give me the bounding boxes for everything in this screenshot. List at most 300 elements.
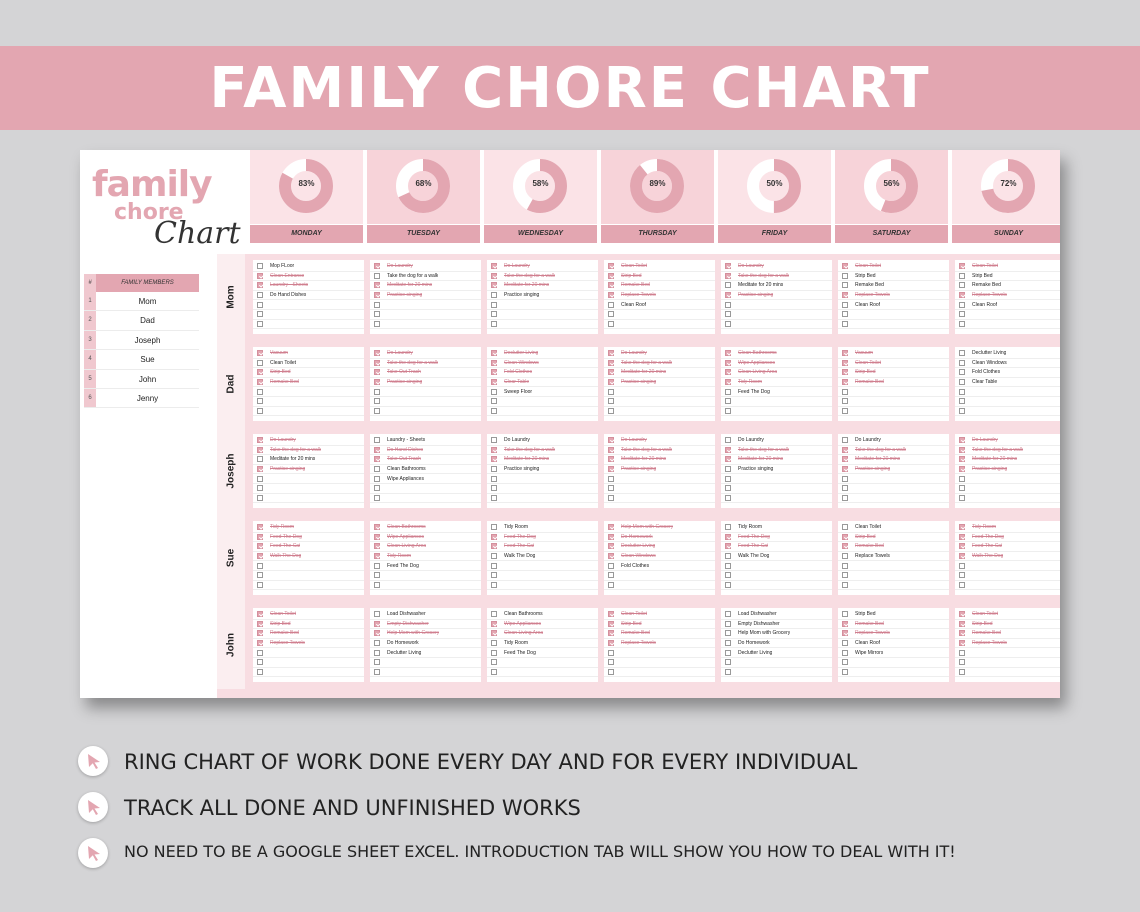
task-checkbox[interactable] [959, 495, 965, 501]
task-checkbox[interactable] [842, 543, 848, 549]
task-checkbox[interactable] [959, 572, 965, 578]
task-row [253, 436, 364, 446]
task-checkbox[interactable] [374, 630, 380, 636]
task-checkbox[interactable] [608, 389, 614, 395]
chore-spreadsheet [80, 150, 1060, 698]
task-row [838, 281, 949, 291]
task-label: Clean Roof [855, 640, 881, 647]
task-row [721, 639, 832, 649]
task-checkbox[interactable] [374, 524, 380, 530]
task-row [253, 668, 364, 678]
task-checkbox[interactable] [725, 321, 731, 327]
task-checkbox[interactable] [491, 369, 497, 375]
task-checkbox[interactable] [608, 456, 614, 462]
task-row [370, 349, 481, 359]
task-checkbox[interactable] [374, 437, 380, 443]
task-checkbox[interactable] [725, 621, 731, 627]
task-checkbox[interactable] [842, 379, 848, 385]
task-checkbox[interactable] [842, 563, 848, 569]
task-checkbox[interactable] [842, 621, 848, 627]
task-checkbox[interactable] [374, 650, 380, 656]
task-row [604, 310, 715, 320]
task-row [604, 620, 715, 630]
task-checkbox[interactable] [959, 485, 965, 491]
task-checkbox[interactable] [491, 659, 497, 665]
task-checkbox[interactable] [374, 659, 380, 665]
task-checkbox[interactable] [491, 640, 497, 646]
task-checkbox[interactable] [608, 408, 614, 414]
task-checkbox[interactable] [608, 350, 614, 356]
task-checkbox[interactable] [842, 485, 848, 491]
task-checkbox[interactable] [608, 534, 614, 540]
task-checkbox[interactable] [608, 650, 614, 656]
task-checkbox[interactable] [959, 379, 965, 385]
pointer-badge [78, 792, 108, 822]
task-checkbox[interactable] [491, 350, 497, 356]
task-checkbox[interactable] [491, 553, 497, 559]
task-checkbox[interactable] [374, 476, 380, 482]
task-checkbox[interactable] [959, 563, 965, 569]
task-checkbox[interactable] [374, 611, 380, 617]
task-checkbox[interactable] [257, 350, 263, 356]
task-checkbox[interactable] [257, 389, 263, 395]
task-checkbox[interactable] [608, 543, 614, 549]
task-checkbox[interactable] [959, 282, 965, 288]
task-checkbox[interactable] [959, 621, 965, 627]
task-checkbox[interactable] [608, 659, 614, 665]
task-checkbox[interactable] [608, 379, 614, 385]
task-checkbox[interactable] [374, 311, 380, 317]
task-checkbox[interactable] [959, 292, 965, 298]
task-checkbox[interactable] [608, 524, 614, 530]
task-checkbox[interactable] [725, 563, 731, 569]
task-checkbox[interactable] [959, 466, 965, 472]
task-checkbox[interactable] [608, 485, 614, 491]
task-checkbox[interactable] [374, 563, 380, 569]
task-checkbox[interactable] [491, 408, 497, 414]
task-checkbox[interactable] [491, 292, 497, 298]
task-checkbox[interactable] [257, 447, 263, 453]
task-checkbox[interactable] [374, 369, 380, 375]
task-checkbox[interactable] [608, 466, 614, 472]
task-checkbox[interactable] [725, 302, 731, 308]
task-checkbox[interactable] [491, 273, 497, 279]
task-row [838, 542, 949, 552]
task-row [253, 465, 364, 475]
task-checkbox[interactable] [491, 302, 497, 308]
task-checkbox[interactable] [842, 369, 848, 375]
task-checkbox[interactable] [959, 437, 965, 443]
task-checkbox[interactable] [257, 485, 263, 491]
task-checkbox[interactable] [842, 669, 848, 675]
task-checkbox[interactable] [842, 282, 848, 288]
task-checkbox[interactable] [608, 437, 614, 443]
task-checkbox[interactable] [608, 273, 614, 279]
task-checkbox[interactable] [491, 621, 497, 627]
task-row [253, 552, 364, 562]
task-checkbox[interactable] [608, 611, 614, 617]
task-checkbox[interactable] [725, 572, 731, 578]
task-checkbox[interactable] [842, 659, 848, 665]
task-checkbox[interactable] [959, 273, 965, 279]
task-checkbox[interactable] [725, 485, 731, 491]
task-checkbox[interactable] [491, 311, 497, 317]
task-checkbox[interactable] [491, 543, 497, 549]
task-checkbox[interactable] [959, 369, 965, 375]
task-checkbox[interactable] [725, 611, 731, 617]
task-checkbox[interactable] [608, 495, 614, 501]
task-row [955, 368, 1060, 378]
task-checkbox[interactable] [257, 630, 263, 636]
task-checkbox[interactable] [959, 360, 965, 366]
task-label: Take the dog for a walk [387, 272, 439, 279]
task-row [253, 359, 364, 369]
task-checkbox[interactable] [257, 360, 263, 366]
task-checkbox[interactable] [842, 611, 848, 617]
task-checkbox[interactable] [959, 524, 965, 530]
task-checkbox[interactable] [491, 389, 497, 395]
task-checkbox[interactable] [374, 466, 380, 472]
task-checkbox[interactable] [257, 621, 263, 627]
task-checkbox[interactable] [257, 466, 263, 472]
task-checkbox[interactable] [842, 524, 848, 530]
task-checkbox[interactable] [257, 263, 263, 269]
task-checkbox[interactable] [608, 476, 614, 482]
member-number: 4 [84, 350, 96, 368]
task-checkbox[interactable] [491, 466, 497, 472]
task-checkbox[interactable] [842, 360, 848, 366]
task-checkbox[interactable] [491, 282, 497, 288]
task-checkbox[interactable] [959, 630, 965, 636]
task-checkbox[interactable] [257, 553, 263, 559]
task-checkbox[interactable] [374, 360, 380, 366]
task-checkbox[interactable] [842, 292, 848, 298]
task-checkbox[interactable] [725, 476, 731, 482]
person-name: Sue [225, 548, 237, 568]
task-checkbox[interactable] [959, 553, 965, 559]
task-checkbox[interactable] [257, 273, 263, 279]
task-checkbox[interactable] [725, 437, 731, 443]
task-label: Remake Bed [855, 543, 884, 550]
pointer-badge [78, 746, 108, 776]
task-checkbox[interactable] [257, 476, 263, 482]
task-checkbox[interactable] [959, 447, 965, 453]
task-checkbox[interactable] [608, 621, 614, 627]
task-checkbox[interactable] [374, 621, 380, 627]
task-checkbox[interactable] [491, 398, 497, 404]
task-checkbox[interactable] [959, 543, 965, 549]
task-checkbox[interactable] [374, 456, 380, 462]
task-label: Practice singing [504, 466, 540, 473]
task-checkbox[interactable] [491, 582, 497, 588]
task-checkbox[interactable] [374, 389, 380, 395]
task-checkbox[interactable] [257, 543, 263, 549]
task-checkbox[interactable] [257, 495, 263, 501]
logo-text-chore: chore [114, 200, 184, 225]
task-label: Strip Bed [621, 620, 642, 627]
task-checkbox[interactable] [257, 282, 263, 288]
task-checkbox[interactable] [959, 640, 965, 646]
task-checkbox[interactable] [725, 311, 731, 317]
task-checkbox[interactable] [608, 630, 614, 636]
task-checkbox[interactable] [491, 524, 497, 530]
task-checkbox[interactable] [374, 282, 380, 288]
task-checkbox[interactable] [959, 476, 965, 482]
task-label: Feed The Dog [270, 533, 302, 540]
task-checkbox[interactable] [374, 302, 380, 308]
task-label: Clean Living Area [387, 543, 427, 550]
task-row [487, 533, 598, 543]
task-checkbox[interactable] [374, 263, 380, 269]
task-checkbox[interactable] [842, 466, 848, 472]
task-checkbox[interactable] [725, 389, 731, 395]
task-checkbox[interactable] [725, 543, 731, 549]
task-checkbox[interactable] [725, 263, 731, 269]
task-checkbox[interactable] [725, 369, 731, 375]
task-checkbox[interactable] [608, 321, 614, 327]
task-checkbox[interactable] [374, 321, 380, 327]
task-checkbox[interactable] [374, 543, 380, 549]
task-checkbox[interactable] [491, 534, 497, 540]
task-checkbox[interactable] [842, 398, 848, 404]
task-checkbox[interactable] [959, 582, 965, 588]
task-row [838, 300, 949, 310]
task-checkbox[interactable] [842, 630, 848, 636]
task-checkbox[interactable] [257, 379, 263, 385]
task-checkbox[interactable] [725, 640, 731, 646]
task-checkbox[interactable] [491, 563, 497, 569]
task-checkbox[interactable] [725, 456, 731, 462]
task-row [487, 629, 598, 639]
task-checkbox[interactable] [608, 263, 614, 269]
task-checkbox[interactable] [374, 398, 380, 404]
task-checkbox[interactable] [842, 311, 848, 317]
task-checkbox[interactable] [959, 611, 965, 617]
task-checkbox[interactable] [374, 640, 380, 646]
task-checkbox[interactable] [374, 534, 380, 540]
task-row [955, 436, 1060, 446]
task-label: Help Mom with Grocery [738, 630, 791, 637]
task-label: Clean Living Area [504, 630, 544, 637]
task-checkbox[interactable] [257, 572, 263, 578]
task-checkbox[interactable] [842, 476, 848, 482]
task-checkbox[interactable] [959, 302, 965, 308]
task-checkbox[interactable] [725, 466, 731, 472]
task-checkbox[interactable] [491, 669, 497, 675]
task-checkbox[interactable] [725, 582, 731, 588]
task-checkbox[interactable] [608, 640, 614, 646]
task-checkbox[interactable] [491, 456, 497, 462]
task-checkbox[interactable] [725, 360, 731, 366]
task-checkbox[interactable] [608, 553, 614, 559]
task-checkbox[interactable] [959, 534, 965, 540]
task-checkbox[interactable] [959, 263, 965, 269]
task-checkbox[interactable] [257, 292, 263, 298]
task-checkbox[interactable] [959, 456, 965, 462]
task-checkbox[interactable] [374, 669, 380, 675]
task-checkbox[interactable] [725, 350, 731, 356]
task-checkbox[interactable] [725, 408, 731, 414]
task-checkbox[interactable] [725, 447, 731, 453]
task-checkbox[interactable] [959, 321, 965, 327]
task-checkbox[interactable] [491, 495, 497, 501]
task-checkbox[interactable] [257, 659, 263, 665]
task-label: Meditate for 20 mins [504, 282, 550, 289]
task-checkbox[interactable] [842, 495, 848, 501]
task-checkbox[interactable] [374, 485, 380, 491]
task-cell [955, 521, 1060, 595]
task-checkbox[interactable] [374, 292, 380, 298]
task-checkbox[interactable] [725, 669, 731, 675]
task-checkbox[interactable] [257, 611, 263, 617]
task-label: Remake Bed [855, 379, 884, 386]
task-checkbox[interactable] [725, 495, 731, 501]
task-checkbox[interactable] [608, 582, 614, 588]
task-row [604, 349, 715, 359]
task-checkbox[interactable] [257, 369, 263, 375]
task-checkbox[interactable] [608, 369, 614, 375]
task-checkbox[interactable] [959, 398, 965, 404]
task-row [370, 494, 481, 504]
task-checkbox[interactable] [842, 263, 848, 269]
task-checkbox[interactable] [725, 650, 731, 656]
task-label: Empty Dishwasher [738, 620, 780, 627]
task-checkbox[interactable] [491, 447, 497, 453]
task-checkbox[interactable] [257, 321, 263, 327]
task-checkbox[interactable] [959, 311, 965, 317]
task-checkbox[interactable] [725, 398, 731, 404]
task-checkbox[interactable] [842, 437, 848, 443]
task-row [487, 484, 598, 494]
task-checkbox[interactable] [257, 563, 263, 569]
task-checkbox[interactable] [374, 447, 380, 453]
task-checkbox[interactable] [725, 534, 731, 540]
task-checkbox[interactable] [257, 408, 263, 414]
task-checkbox[interactable] [491, 321, 497, 327]
task-checkbox[interactable] [257, 398, 263, 404]
task-checkbox[interactable] [608, 447, 614, 453]
task-checkbox[interactable] [725, 659, 731, 665]
task-checkbox[interactable] [491, 263, 497, 269]
task-checkbox[interactable] [257, 640, 263, 646]
task-checkbox[interactable] [374, 408, 380, 414]
task-checkbox[interactable] [842, 534, 848, 540]
task-row [487, 610, 598, 620]
task-checkbox[interactable] [374, 495, 380, 501]
task-checkbox[interactable] [374, 350, 380, 356]
task-checkbox[interactable] [959, 659, 965, 665]
task-checkbox[interactable] [491, 360, 497, 366]
task-checkbox[interactable] [842, 582, 848, 588]
task-checkbox[interactable] [725, 553, 731, 559]
task-checkbox[interactable] [842, 456, 848, 462]
task-checkbox[interactable] [257, 650, 263, 656]
task-checkbox[interactable] [608, 282, 614, 288]
family-members-table [84, 274, 199, 408]
task-checkbox[interactable] [959, 669, 965, 675]
task-checkbox[interactable] [608, 398, 614, 404]
task-checkbox[interactable] [608, 360, 614, 366]
task-label: Take the dog for a walk [855, 446, 907, 453]
task-checkbox[interactable] [725, 282, 731, 288]
task-checkbox[interactable] [257, 669, 263, 675]
task-label: Meditate for 20 mins [738, 456, 784, 463]
task-checkbox[interactable] [257, 302, 263, 308]
task-checkbox[interactable] [257, 437, 263, 443]
task-checkbox[interactable] [842, 273, 848, 279]
task-checkbox[interactable] [257, 524, 263, 530]
task-label: Feed The Dog [738, 533, 770, 540]
task-checkbox[interactable] [842, 408, 848, 414]
task-checkbox[interactable] [374, 582, 380, 588]
task-label: Clean Roof [972, 301, 998, 308]
task-checkbox[interactable] [608, 292, 614, 298]
task-checkbox[interactable] [491, 572, 497, 578]
task-label: Take the dog for a walk [504, 446, 556, 453]
task-checkbox[interactable] [959, 650, 965, 656]
task-checkbox[interactable] [491, 650, 497, 656]
task-checkbox[interactable] [608, 572, 614, 578]
task-checkbox[interactable] [491, 611, 497, 617]
task-label: Declutter Living [738, 649, 773, 656]
task-checkbox[interactable] [257, 534, 263, 540]
task-row [487, 368, 598, 378]
task-checkbox[interactable] [257, 582, 263, 588]
task-checkbox[interactable] [842, 350, 848, 356]
task-checkbox[interactable] [491, 630, 497, 636]
member-row [84, 370, 199, 389]
task-checkbox[interactable] [842, 640, 848, 646]
task-checkbox[interactable] [257, 456, 263, 462]
task-checkbox[interactable] [608, 669, 614, 675]
task-checkbox[interactable] [842, 389, 848, 395]
task-checkbox[interactable] [608, 302, 614, 308]
task-checkbox[interactable] [491, 379, 497, 385]
task-checkbox[interactable] [608, 311, 614, 317]
task-checkbox[interactable] [959, 350, 965, 356]
task-checkbox[interactable] [491, 476, 497, 482]
task-row [955, 272, 1060, 282]
task-checkbox[interactable] [374, 379, 380, 385]
task-checkbox[interactable] [959, 408, 965, 414]
task-checkbox[interactable] [842, 553, 848, 559]
members-header-num: # [84, 274, 96, 292]
task-checkbox[interactable] [608, 563, 614, 569]
task-checkbox[interactable] [842, 447, 848, 453]
task-checkbox[interactable] [374, 572, 380, 578]
task-checkbox[interactable] [842, 321, 848, 327]
task-checkbox[interactable] [491, 485, 497, 491]
task-checkbox[interactable] [725, 379, 731, 385]
task-checkbox[interactable] [725, 273, 731, 279]
task-label: Do Laundry [621, 437, 647, 444]
task-checkbox[interactable] [374, 553, 380, 559]
task-label: Clean Bathrooms [387, 466, 426, 473]
task-checkbox[interactable] [374, 273, 380, 279]
task-label: Remake Bed [621, 282, 650, 289]
task-checkbox[interactable] [842, 572, 848, 578]
task-checkbox[interactable] [491, 437, 497, 443]
task-checkbox[interactable] [959, 389, 965, 395]
task-checkbox[interactable] [725, 524, 731, 530]
task-checkbox[interactable] [725, 292, 731, 298]
task-checkbox[interactable] [842, 302, 848, 308]
task-checkbox[interactable] [842, 650, 848, 656]
task-row [838, 397, 949, 407]
task-label: Do Laundry [387, 350, 413, 357]
task-checkbox[interactable] [257, 311, 263, 317]
task-checkbox[interactable] [725, 630, 731, 636]
